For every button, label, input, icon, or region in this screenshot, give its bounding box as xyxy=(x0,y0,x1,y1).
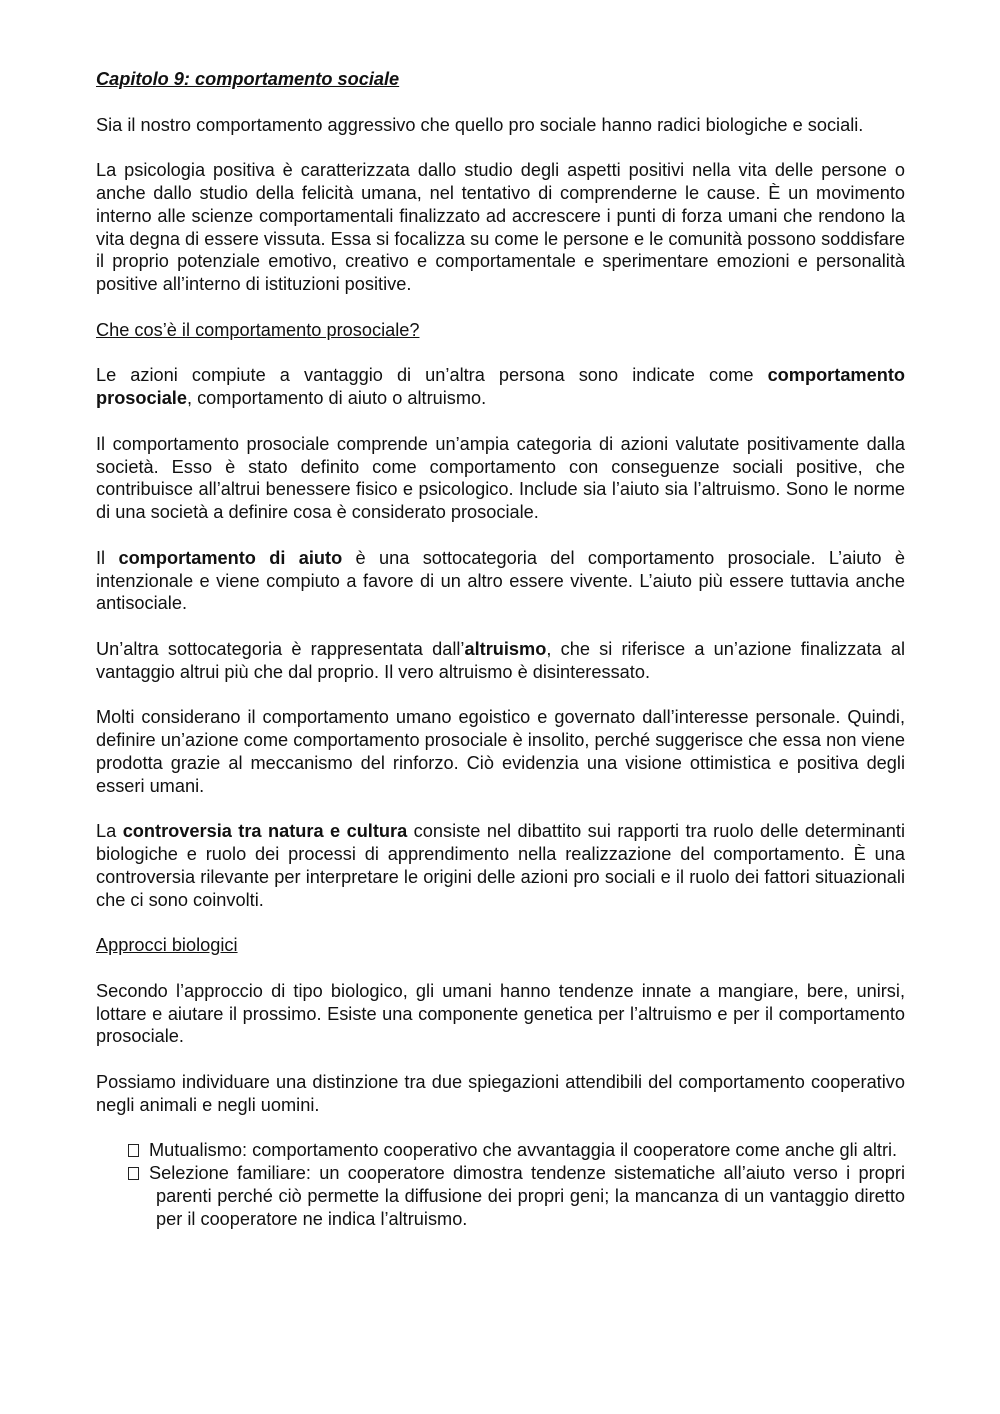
paragraph-roots: Sia il nostro comportamento aggressivo che quello pro sociale hanno radici biologiche e sociali. xyxy=(96,114,864,135)
text-run: Un’altra sottocategoria è rappresentata dall’ xyxy=(96,638,465,659)
paragraph-nature-nurture xyxy=(96,820,905,911)
section-heading-biological: Approcci biologici xyxy=(96,935,238,956)
paragraph-prosocial-category: Il comportamento prosociale comprende un’ampia categoria di azioni valutate positivamente dalla società. Esso è stato definito come comportamento con conseguenze sociali positive, che contribuisce all’altrui benessere fisico e psicologico. Include sia l’aiuto sia l’altruismo. Sono le norme di una società a definire cosa è considerato prosociale. xyxy=(96,433,905,523)
bold-term: altruismo xyxy=(464,638,547,659)
text-run: , comportamento di aiuto o altruismo. xyxy=(186,388,487,409)
list-item xyxy=(96,1139,905,1162)
bullet-box-icon xyxy=(128,1167,139,1180)
bold-term: comportamento prosociale xyxy=(96,365,905,409)
paragraph-biological-approach: Secondo l’approccio di tipo biologico, gli umani hanno tendenze innate a mangiare, bere, unirsi, lottare e aiutare il prossimo. Esiste una componente genetica per l’altruismo e per il comportamento prosociale. xyxy=(96,980,905,1047)
paragraph-egoism: Molti considerano il comportamento umano egoistico e governato dall’interesse personale. Quindi, definire un’azione come comportamento prosociale è insolito, perché suggerisce che essa non viene prodotta grazie al meccanismo del rinforzo. Ciò evidenzia una visione ottimistica e positiva degli esseri umani. xyxy=(96,707,905,796)
bullet-list xyxy=(96,1139,905,1230)
text-run: consiste nel dibattito sui rapporti tra ruolo delle determinanti biologiche e ruolo dei processi di apprendimento nella realizzazione del comportamento. È una controversia rilevante per interpretare le origini delle azioni pro sociali e il ruolo dei fattori situazionali che ci sono coinvolti. xyxy=(96,821,905,910)
text-run: , che si riferisce a un’azione finalizzata al vantaggio altrui più che dal proprio. Il vero altruismo è disinteressato. xyxy=(96,638,905,682)
chapter-title: Capitolo 9: comportamento sociale xyxy=(96,69,400,89)
text-run: Il xyxy=(96,547,119,568)
document-page xyxy=(96,68,905,1231)
paragraph-helping-behavior xyxy=(96,547,905,615)
section-heading-prosocial: Che cos’è il comportamento prosociale? xyxy=(96,319,420,340)
bold-term: controversia tra natura e cultura xyxy=(122,821,408,842)
paragraph-prosocial-definition xyxy=(96,364,905,410)
bold-term: comportamento di aiuto xyxy=(118,547,343,568)
list-item-text: Selezione familiare: un cooperatore dimostra tendenze sistematiche all’aiuto verso i propri parenti perché ciò permette la diffusione dei propri geni; la mancanza di un vantaggio diretto per il cooperatore ne indica l’altruismo. xyxy=(149,1163,905,1229)
list-item xyxy=(96,1162,905,1230)
paragraph-positive-psychology: La psicologia positiva è caratterizzata dallo studio degli aspetti positivi nella vita delle persone o anche dallo studio della felicità umana, nel tentativo di comprenderne le cause. È un movimento interno alle scienze comportamentali finalizzato ad accrescere i punti di forza umani che rendono la vita degna di essere vissuta. Essa si focalizza su come le persone e le comunità possono soddisfare il proprio potenziale emotivo, creativo e comportamentale e sperimentare emozioni e personalità positive all’interno di istituzioni positive. xyxy=(96,160,905,295)
list-item-text: Mutualismo: comportamento cooperativo che avvantaggia il cooperatore come anche gli altri. xyxy=(149,1140,898,1161)
paragraph-distinction: Possiamo individuare una distinzione tra due spiegazioni attendibili del comportamento cooperativo negli animali e negli uomini. xyxy=(96,1072,905,1115)
paragraph-altruism xyxy=(96,638,905,684)
text-run: è una sottocategoria del comportamento prosociale. L’aiuto è intenzionale e viene compiuto a favore di un altro essere vivente. L’aiuto più essere tuttavia anche antisociale. xyxy=(96,547,905,614)
text-run: La xyxy=(96,821,123,842)
bullet-box-icon xyxy=(128,1144,139,1157)
text-run: Le azioni compiute a vantaggio di un’altra persona sono indicate come xyxy=(96,365,768,386)
